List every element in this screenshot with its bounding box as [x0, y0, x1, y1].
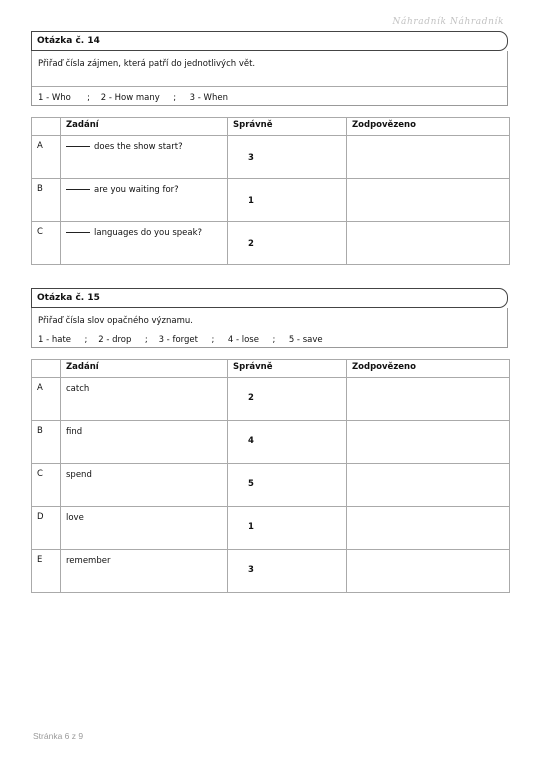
row-prompt: languages do you speak?: [61, 222, 228, 265]
row-correct: 3: [228, 136, 347, 179]
row-answered: [347, 179, 510, 222]
header-letter: [32, 360, 61, 378]
row-prompt: spend: [61, 464, 228, 507]
row-letter: A: [32, 136, 61, 179]
table-header-row: [32, 118, 510, 136]
table-row: [32, 222, 510, 265]
row-answered: [347, 464, 510, 507]
row-answered: [347, 136, 510, 179]
answer-blank: [66, 146, 90, 147]
header-zodpovezeno: Zodpovězeno: [347, 118, 510, 136]
row-letter: B: [32, 421, 61, 464]
header-letter: [32, 118, 61, 136]
row-correct: 1: [228, 179, 347, 222]
question-15-options: 1 - hate ; 2 - drop ; 3 - forget ; 4 - lose ; 5 - save: [38, 335, 323, 345]
question-14-options: 1 - Who ; 2 - How many ; 3 - When: [38, 93, 228, 103]
row-correct: 3: [228, 550, 347, 593]
page-number: Stránka 6 z 9: [33, 731, 84, 741]
row-letter: A: [32, 378, 61, 421]
header-zadani: Zadání: [61, 360, 228, 378]
header-spravne: Správně: [228, 360, 347, 378]
row-prompt: does the show start?: [61, 136, 228, 179]
header-zodpovezeno: Zodpovězeno: [347, 360, 510, 378]
header-spravne: Správně: [228, 118, 347, 136]
table-row: [32, 507, 510, 550]
row-answered: [347, 222, 510, 265]
row-correct: 5: [228, 464, 347, 507]
table-row: [32, 136, 510, 179]
row-correct: 2: [228, 378, 347, 421]
header-zadani: Zadání: [61, 118, 228, 136]
divider: [32, 86, 507, 87]
question-14-box: [31, 51, 508, 106]
table-row: [32, 550, 510, 593]
row-answered: [347, 421, 510, 464]
row-prompt: love: [61, 507, 228, 550]
question-14-title: Otázka č. 14: [31, 31, 508, 51]
row-letter: D: [32, 507, 61, 550]
row-answered: [347, 550, 510, 593]
question-15-box: [31, 308, 508, 348]
row-letter: C: [32, 222, 61, 265]
row-letter: E: [32, 550, 61, 593]
row-answered: [347, 378, 510, 421]
row-prompt: remember: [61, 550, 228, 593]
question-14-table: [31, 117, 510, 265]
question-14-instruction: Přiřaď čísla zájmen, která patří do jednotlivých vět.: [38, 59, 256, 69]
row-correct: 4: [228, 421, 347, 464]
row-letter: C: [32, 464, 61, 507]
row-prompt: find: [61, 421, 228, 464]
row-prompt: catch: [61, 378, 228, 421]
table-row: [32, 179, 510, 222]
table-row: [32, 378, 510, 421]
table-row: [32, 421, 510, 464]
row-prompt: are you waiting for?: [61, 179, 228, 222]
table-row: [32, 464, 510, 507]
question-15-table: [31, 359, 510, 593]
watermark: Náhradník Náhradník: [392, 17, 504, 27]
question-15-instruction: Přiřaď čísla slov opačného významu.: [38, 316, 193, 326]
row-answered: [347, 507, 510, 550]
row-letter: B: [32, 179, 61, 222]
answer-blank: [66, 232, 90, 233]
question-15-title: Otázka č. 15: [31, 288, 508, 308]
table-header-row: [32, 360, 510, 378]
answer-blank: [66, 189, 90, 190]
row-correct: 1: [228, 507, 347, 550]
row-correct: 2: [228, 222, 347, 265]
